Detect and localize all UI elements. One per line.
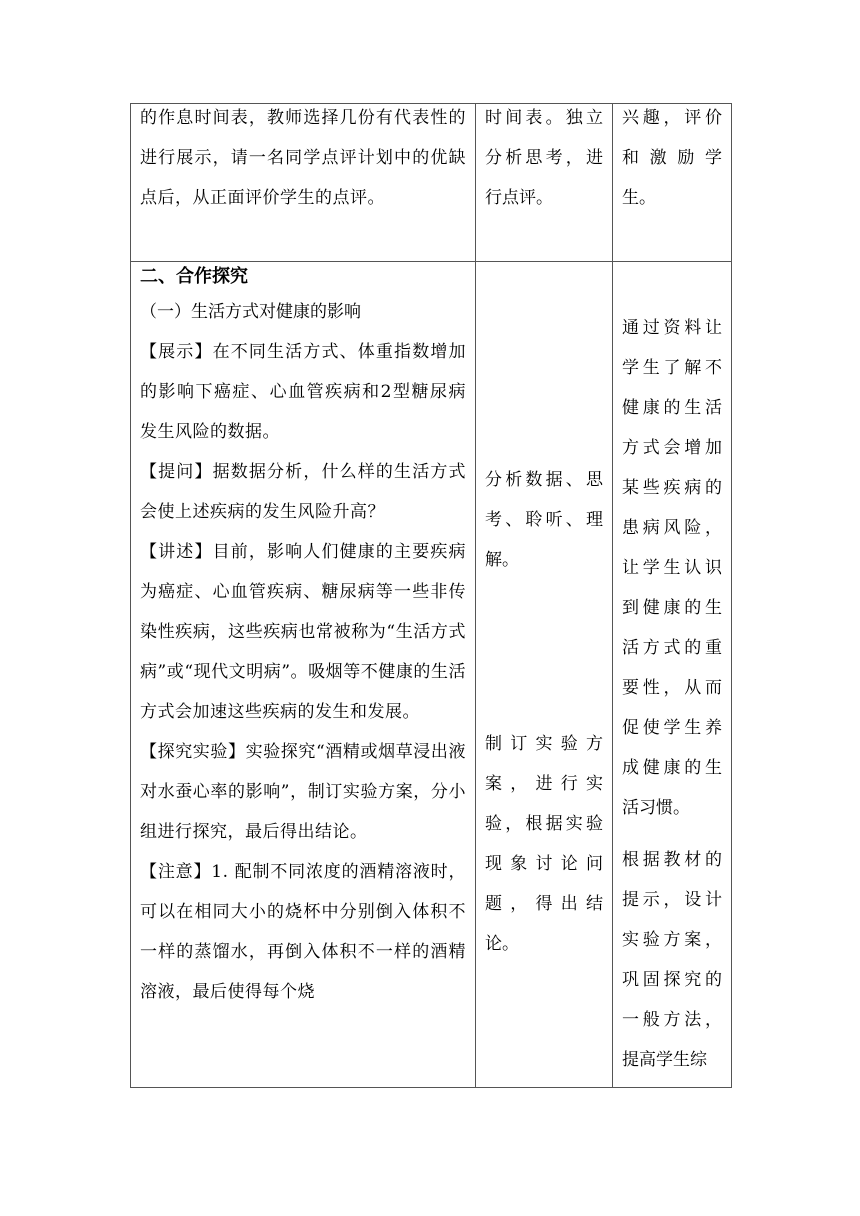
design-intent-cell [613, 262, 732, 1088]
teacher-activity-cell [131, 104, 476, 262]
subsection-title: （一）生活方式对健康的影响 [140, 302, 361, 322]
student-activity-cell [476, 262, 613, 1088]
student-activity-text: 时间表。独立分析思考，进行点评。 [485, 108, 603, 208]
table-row [131, 262, 732, 1088]
design-intent-cell [613, 104, 732, 262]
design-intent-experiment: 根据教材的提示，设计实验方案，巩固探究的一般方法，提高学生综 [622, 850, 722, 1070]
teacher-activity-cell [131, 262, 476, 1088]
design-intent-lifestyle: 通过资料让学生了解不健康的生活方式会增加某些疾病的患病风险，让学生认识到健康的生活方式的重要性，从而促使学生养成健康的生活习惯。 [622, 318, 722, 818]
student-activity-analyze: 分析数据、思考、聆听、理解。 [485, 470, 603, 570]
experiment-paragraph: 【探究实验】实验探究“酒精或烟草浸出液对水蚕心率的影响”，制订实验方案，分小组进行探究，最后得出结论。 [140, 742, 466, 842]
table-row [131, 104, 732, 262]
student-activity-cell [476, 104, 613, 262]
question-paragraph: 【提问】据数据分析，什么样的生活方式会使上述疾病的发生风险升高？ [140, 462, 466, 522]
lecture-paragraph: 【讲述】目前，影响人们健康的主要疾病为癌症、心血管疾病、糖尿病等一些非传染性疾病，这些疾病也常被称为“生活方式病”或“现代文明病”。吸烟等不健康的生活方式会加速这些疾病的发生和发展。 [140, 542, 466, 722]
section-title: 二、合作探究 [140, 266, 248, 287]
teacher-activity-text: 的作息时间表，教师选择几份有代表性的进行展示，请一名同学点评计划中的优缺点后，从正面评价学生的点评。 [140, 108, 466, 208]
show-paragraph: 【展示】在不同生活方式、体重指数增加的影响下癌症、心血管疾病和2型糖尿病发生风险的数据。 [140, 342, 466, 442]
note-paragraph: 【注意】1. 配制不同浓度的酒精溶液时，可以在相同大小的烧杯中分别倒入体积不一样的蒸馏水，再倒入体积不一样的酒精溶液，最后使得每个烧 [140, 862, 466, 1002]
student-activity-experiment: 制订实验方案，进行实验，根据实验现象讨论问题，得出结论。 [485, 734, 603, 954]
design-intent-text: 兴趣，评价和激励学生。 [622, 108, 722, 208]
lesson-plan-table [130, 103, 732, 1088]
